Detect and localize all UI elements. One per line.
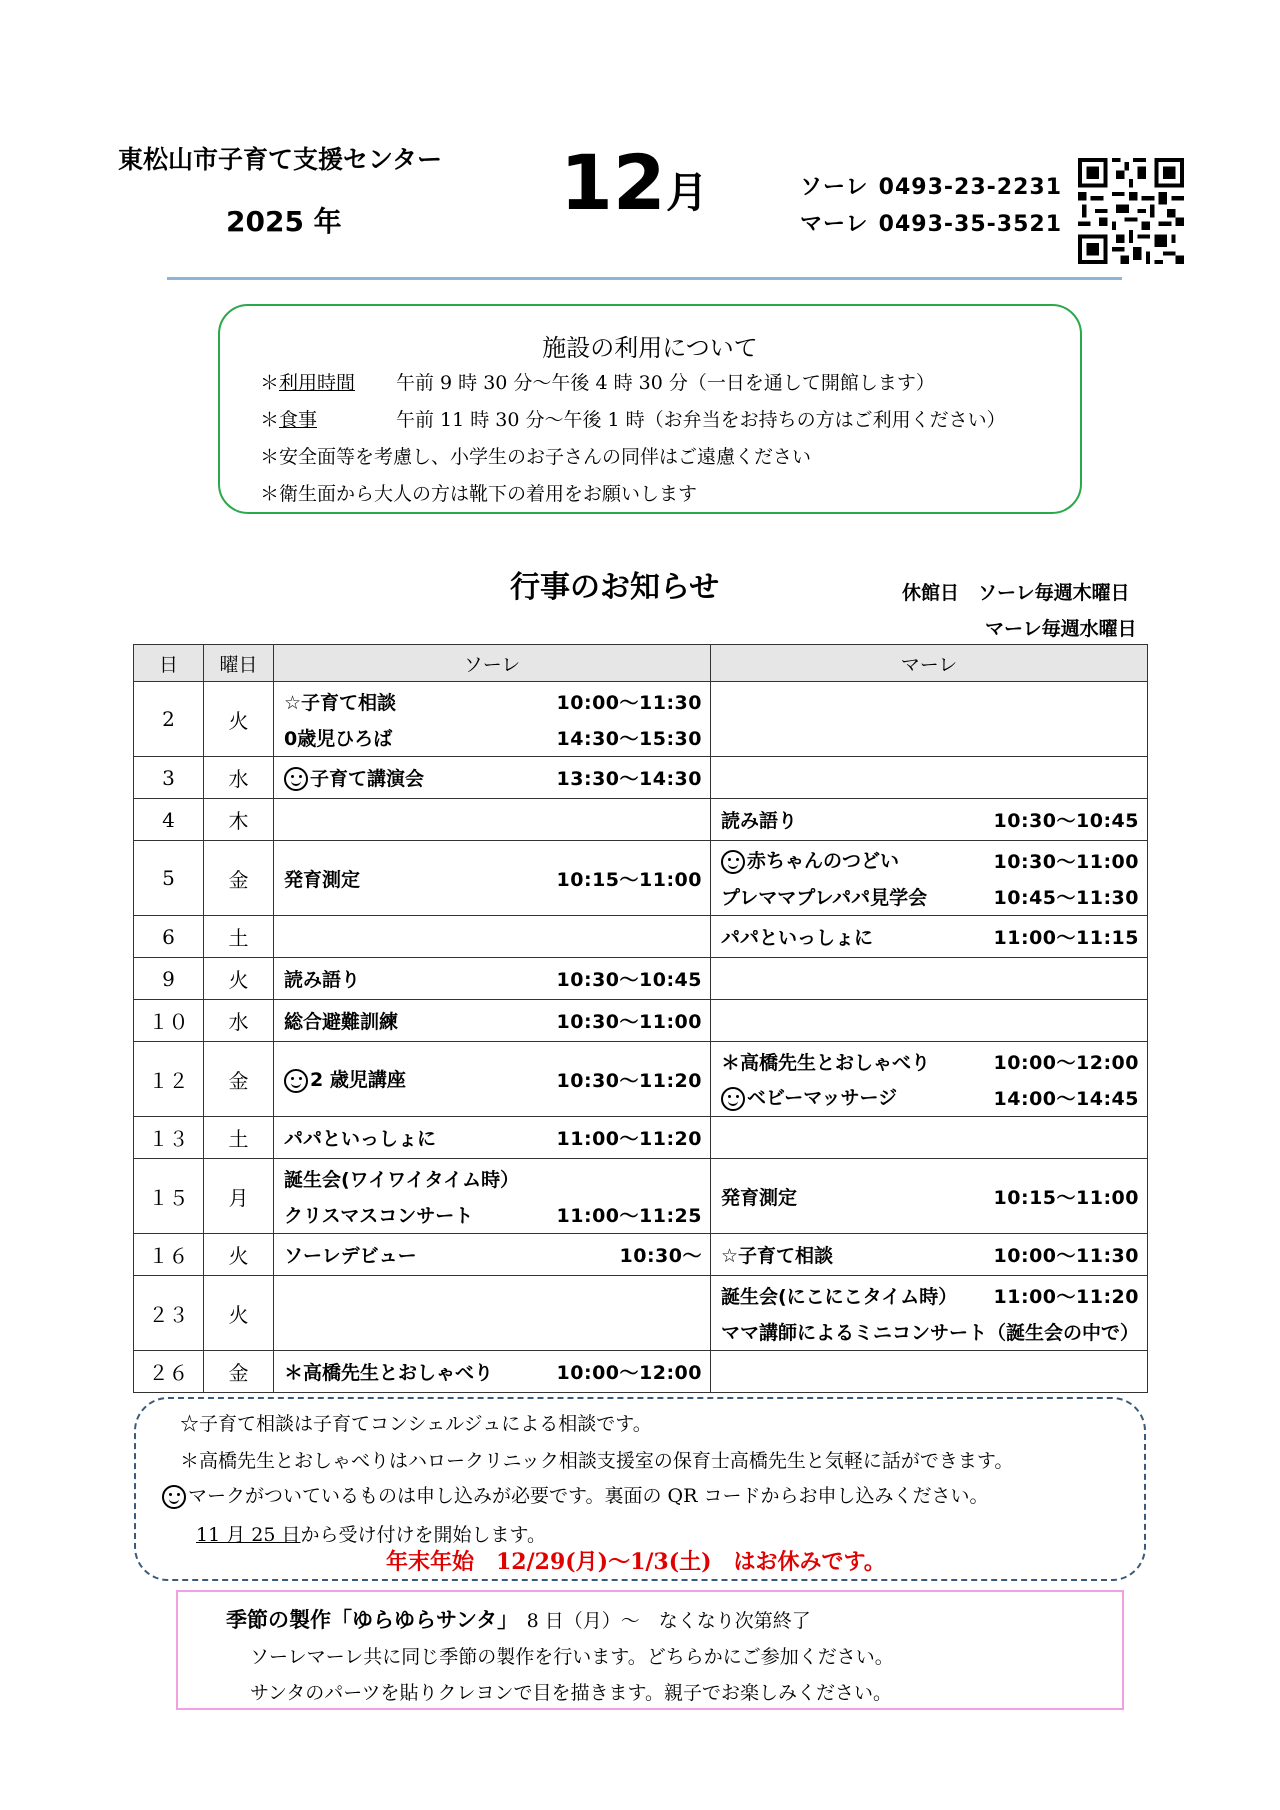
notes-box [134,1397,1146,1581]
qr-code-icon[interactable] [1078,158,1184,264]
cell-sole [274,958,711,1000]
event-male [711,1178,1147,1214]
row-day: 2 [134,682,204,757]
event-name-wrap [721,1048,930,1075]
row-day: ２３ [134,1276,204,1351]
event-name: 発育測定 [284,868,361,891]
event-sole [274,1120,710,1156]
event-name-wrap [721,923,873,950]
event-male [711,802,1147,838]
event-name: ソーレデビュー [284,1245,417,1267]
smiley-icon [721,1087,745,1111]
table-row [134,1351,1148,1393]
smiley-icon [284,767,308,791]
event-time: 10:00〜12:00 [993,1051,1139,1074]
cell-sole [274,841,711,916]
cell-sole [274,682,711,757]
table-row [134,1042,1148,1117]
closed-days-sole [902,578,1130,605]
event-name: ママ講師によるミニコンサート（誕生会の中で） [721,1321,1140,1344]
craft-line-1: ソーレマーレ共に同じ季節の製作を行います。どちらかにご参加ください。 [250,1646,894,1668]
event-name-wrap [284,724,392,751]
cell-sole [274,1042,711,1117]
event-name: 誕生会(ワイワイタイム時） [284,1168,520,1191]
event-time: 11:00〜11:20 [993,1285,1139,1308]
row-day: ２６ [134,1351,204,1393]
note-takahashi: ＊高橋先生とおしゃべりはハロークリニック相談支援室の保育士高橋先生と気軽に話ができます。 [180,1450,1014,1472]
row-day: １３ [134,1117,204,1159]
event-name: クリスマスコンサート [284,1204,474,1227]
event-name-wrap [284,1241,417,1268]
table-row [134,916,1148,958]
row-weekday: 水 [204,757,274,799]
event-male [711,842,1147,878]
craft-heading [226,1604,811,1634]
event-name: ＊高橋先生とおしゃべり [284,1362,494,1384]
event-name: ＊高橋先生とおしゃべり [721,1051,931,1074]
craft-title: 季節の製作「ゆらゆらサンタ」 [226,1608,508,1632]
event-sole [274,1160,710,1196]
event-name: 総合避難訓練 [284,1011,399,1033]
craft-line-2: サンタのパーツを貼りクレヨンで目を描きます。親子でお楽しみください。 [250,1682,893,1704]
row-day: 3 [134,757,204,799]
phone-sole-number: 0493-23-2231 [878,175,1063,200]
cell-male [711,1276,1148,1351]
smiley-icon [162,1485,186,1509]
event-name: ☆子育て相談 [721,1245,834,1267]
event-time: 10:30〜11:20 [556,1069,702,1092]
event-name-wrap [284,1358,493,1385]
cell-male [711,1159,1148,1234]
table-row [134,1276,1148,1351]
usage-line-safety: ＊安全面等を考慮し、小学生のお子さんの同伴はご遠慮ください [260,446,812,468]
cell-sole [274,1159,711,1234]
event-name-wrap [721,806,797,833]
event-name-wrap [284,1124,436,1151]
closed-label: 休館日 [902,582,960,604]
usage-line-socks: ＊衛生面から大人の方は靴下の着用をお願いします [260,483,698,505]
event-sole [274,961,710,997]
event-time: 10:30〜10:45 [993,810,1139,832]
usage-line-meal [260,405,1006,432]
cell-male [711,1351,1148,1393]
event-name: 子育て講演会 [310,767,425,790]
event-male [711,1043,1147,1079]
usage-title: 施設の利用について [542,334,758,362]
row-day: １２ [134,1042,204,1117]
phone-sole [800,170,1062,201]
event-time: 14:00〜14:45 [993,1087,1139,1110]
note-start [196,1520,546,1547]
event-name: 読み語り [721,810,798,832]
cell-sole [274,799,711,841]
header-divider [167,277,1122,280]
event-male [711,1313,1147,1349]
phone-male [800,207,1062,238]
cell-male [711,1117,1148,1159]
table-row [134,799,1148,841]
event-name: 2 歳児講座 [310,1069,406,1092]
event-name: 発育測定 [721,1186,798,1209]
cell-male [711,1234,1148,1276]
row-weekday: 火 [204,958,274,1000]
event-name-wrap [284,965,360,992]
row-day: １５ [134,1159,204,1234]
event-male [711,1079,1147,1115]
cell-male [711,958,1148,1000]
table-header-row [134,645,1148,682]
month-kanji: 月 [666,168,709,217]
row-weekday: 金 [204,1042,274,1117]
row-weekday: 火 [204,1276,274,1351]
row-weekday: 金 [204,841,274,916]
cell-male [711,799,1148,841]
event-time: 11:00〜11:20 [556,1128,702,1150]
event-name-wrap [721,846,899,874]
event-name: ベビーマッサージ [747,1087,898,1110]
cell-sole [274,1000,711,1042]
event-name-wrap [721,1083,897,1111]
event-name-wrap [284,688,396,715]
col-weekday: 曜日 [204,645,274,682]
event-name-wrap [284,1165,519,1192]
event-sole [274,683,710,719]
event-time: 10:00〜11:30 [993,1245,1139,1267]
event-sole [274,1003,710,1039]
closed-sole: ソーレ毎週木曜日 [978,582,1130,604]
events-title: 行事のお知らせ [510,570,720,605]
row-day: 4 [134,799,204,841]
col-sole: ソーレ [274,645,711,682]
event-sole [274,719,710,755]
craft-period: 8 日（月）〜 なくなり次第終了 [526,1610,811,1632]
event-time: 11:00〜11:15 [993,927,1139,949]
col-male: マーレ [711,645,1148,682]
phone-sole-name: ソーレ [800,175,869,200]
row-day: １０ [134,1000,204,1042]
note-start-date: 11 月 25 日 [196,1524,301,1546]
table-row [134,757,1148,799]
event-name: 読み語り [284,969,361,991]
usage-prefix: ＊ [260,409,280,431]
usage-line-hours [260,368,935,395]
usage-text-hours: 午前 9 時 30 分〜午後 4 時 30 分（一日を通して開館します） [396,372,935,394]
event-name: 赤ちゃんのつどい [747,850,900,873]
month-number: 12 [560,138,666,227]
phone-male-name: マーレ [800,212,869,237]
event-time: 10:00〜11:30 [556,691,702,714]
usage-prefix: ＊ [260,372,280,394]
event-time: 11:00〜11:25 [556,1204,702,1227]
row-weekday: 月 [204,1159,274,1234]
row-day: １６ [134,1234,204,1276]
cell-male [711,841,1148,916]
event-time: 10:15〜11:00 [993,1186,1139,1209]
event-name-wrap [721,883,927,910]
event-time: 10:30〜10:45 [556,969,702,991]
event-male [711,1237,1147,1273]
cell-sole [274,757,711,799]
event-name-wrap [284,865,360,892]
row-weekday: 土 [204,1117,274,1159]
craft-box [176,1590,1124,1710]
event-name: プレママプレパパ見学会 [721,886,928,909]
event-male [711,1277,1147,1313]
event-name-wrap [284,1007,398,1034]
event-time: 10:45〜11:30 [993,886,1139,909]
event-time: 10:30〜 [619,1245,702,1267]
cell-sole [274,916,711,958]
smiley-icon [284,1069,308,1093]
phone-male-number: 0493-35-3521 [878,212,1063,237]
cell-sole [274,1117,711,1159]
holiday-notice: 年末年始 12/29(月)〜1/3(土) はお休みです。 [386,1549,886,1575]
usage-text-meal: 午前 11 時 30 分〜午後 1 時（お弁当をお持ちの方はご利用ください） [396,409,1006,431]
note-consult: ☆子育て相談は子育てコンシェルジュによる相談です。 [180,1413,652,1435]
event-name: 0歳児ひろば [284,727,393,750]
event-sole [274,1354,710,1390]
event-male [711,919,1147,955]
row-weekday: 土 [204,916,274,958]
event-name-wrap [721,1241,833,1268]
event-name-wrap [284,1065,406,1093]
cell-male [711,757,1148,799]
table-row [134,1117,1148,1159]
note-application [162,1481,988,1509]
row-weekday: 火 [204,682,274,757]
event-time: 10:30〜11:00 [993,850,1139,873]
event-name: パパといっしょに [284,1128,437,1150]
row-weekday: 木 [204,799,274,841]
cell-sole [274,1234,711,1276]
table-row [134,682,1148,757]
event-name-wrap [721,1183,797,1210]
event-sole [274,1237,710,1273]
row-day: 6 [134,916,204,958]
note-application-text: マークがついているものは申し込みが必要です。裏面の QR コードからお申し込みください。 [188,1485,989,1507]
cell-male [711,682,1148,757]
smiley-icon [721,850,745,874]
row-weekday: 水 [204,1000,274,1042]
cell-male [711,1042,1148,1117]
events-table [133,644,1148,1393]
event-sole [274,1061,710,1097]
row-day: 5 [134,841,204,916]
table-row [134,958,1148,1000]
row-weekday: 金 [204,1351,274,1393]
usage-box [218,304,1082,514]
event-name-wrap [721,1282,957,1309]
year: 2025 年 [226,205,342,238]
table-row [134,1000,1148,1042]
row-weekday: 火 [204,1234,274,1276]
cell-male [711,916,1148,958]
cell-male [711,1000,1148,1042]
event-name-wrap [284,764,424,792]
event-sole [274,1196,710,1232]
cell-sole [274,1276,711,1351]
event-name-wrap [284,1201,473,1228]
event-name: 誕生会(にこにこタイム時） [721,1285,958,1308]
event-time: 10:00〜12:00 [556,1362,702,1384]
usage-label-hours: 利用時間 [279,372,356,394]
center-name: 東松山市子育て支援センター [118,145,443,174]
table-row [134,841,1148,916]
closed-male: マーレ毎週水曜日 [985,618,1137,640]
row-day: 9 [134,958,204,1000]
event-name: ☆子育て相談 [284,691,397,714]
table-row [134,1159,1148,1234]
event-male [711,878,1147,914]
event-time: 10:15〜11:00 [556,868,702,891]
event-time: 14:30〜15:30 [556,727,702,750]
event-name-wrap [721,1318,1139,1345]
event-sole [274,860,710,896]
event-name: パパといっしょに [721,927,874,949]
event-time: 10:30〜11:00 [556,1011,702,1033]
event-time: 13:30〜14:30 [556,768,702,790]
usage-label-meal: 食事 [279,409,318,431]
col-day: 日 [134,645,204,682]
cell-sole [274,1351,711,1393]
table-row [134,1234,1148,1276]
event-sole [274,760,710,796]
note-start-rest: から受け付けを開始します。 [300,1524,546,1546]
